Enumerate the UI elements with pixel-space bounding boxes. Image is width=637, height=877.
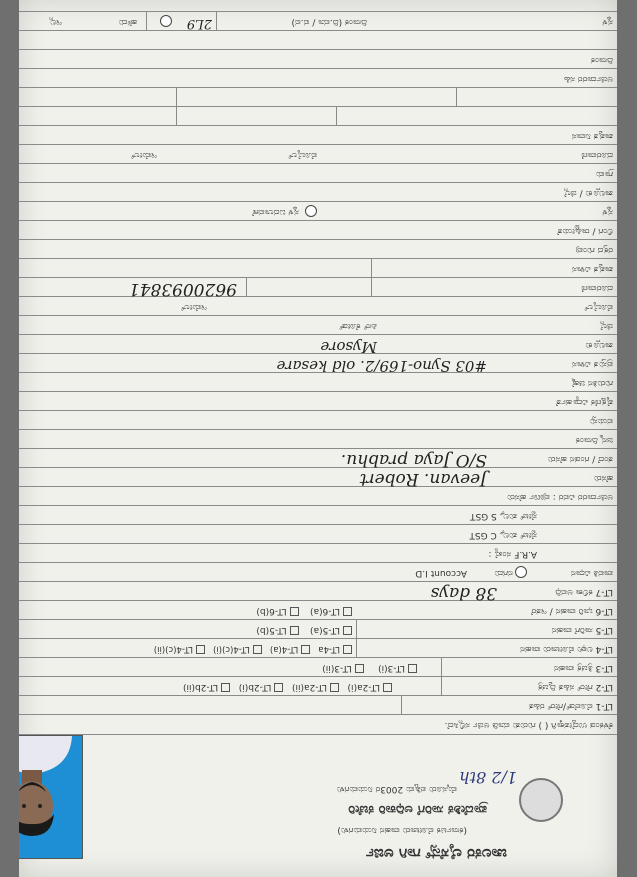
lt7-label: LT-7 ಕಲಿಕಾ ಅವಧಿ: [555, 587, 613, 597]
father-name-label: ತಂದೆ / ಗಂಡನ ಹೆಸರು: [547, 454, 613, 464]
office-name: ಪ್ರಾದೇಶಿಕ ಸಾರಿಗೆ ಅಧಿಕಾರಿ ಕಚೇರಿ: [348, 802, 487, 817]
cash-label: ನಗದು: [494, 568, 513, 578]
lt4cii-checkbox[interactable]: [196, 645, 205, 654]
arf-number-label: A.R.F ಸಂಖ್ಯೆ :: [488, 549, 537, 559]
gender-label: ಲಿಂಗ / ರಾಷ್ಟ್ರೀಯತೆ: [557, 226, 613, 236]
account-id-label: Account I.D: [415, 568, 467, 578]
lt2bii-checkbox[interactable]: [221, 683, 230, 692]
date-label: ದಿನಾಂಕ: [590, 55, 613, 65]
form-subtitle: (ಕರ್ನಾಟಕ ಮೋಟಾರು ವಾಹನ ನಿಯಮಗಳು): [337, 825, 467, 835]
email2-label: ಇಮೇಲ್: [130, 150, 157, 160]
pincode-label: ಪಿನ್ ಕೋಡ್: [339, 321, 377, 331]
government-seal: [519, 778, 563, 822]
mobile-label: ಮೊಬೈಲ್: [584, 302, 613, 312]
lt5-label: LT-5 ಸಾರಿಗೆ ವಾಹನ: [551, 625, 613, 635]
present-address-value[interactable]: #03 Syno-169/2. old kesare: [276, 357, 487, 375]
office-subtitle: ಮೈಸೂರು ಪಶ್ಚಿಮ 2003ರ ನಿಯಮಗಳು: [336, 784, 457, 794]
cash-radio[interactable]: [515, 566, 527, 578]
age-label: ವಯಸ್ಸು: [589, 416, 613, 426]
payment-label: ಪಾವತಿ ವಿಧಾನ: [570, 568, 613, 578]
date-format-label: ದಿನಾಂಕ (ದಿ.ಮಾ / ವ.ವ): [291, 17, 367, 27]
mobile2-label: ಮೊಬೈಲ್: [288, 150, 317, 160]
no-label: ಇಲ್ಲ: [49, 17, 62, 27]
lt1-label: LT-1 ಮೊಪೆಡ್/ಗೇರ್ ರಹಿತ: [528, 701, 613, 711]
lt2bi-checkbox[interactable]: [274, 683, 283, 692]
lt2ai-checkbox[interactable]: [383, 683, 392, 692]
education-label: ಶೈಕ್ಷಣಿಕ ವಿದ್ಯಾರ್ಹತೆ: [555, 397, 613, 407]
place-change-label: ಸ್ಥಳ ಬದಲಾವಣೆ: [252, 207, 299, 217]
lt6a-checkbox[interactable]: [343, 607, 352, 616]
lt4a2-checkbox[interactable]: [301, 645, 310, 654]
sgst-label: ಸ್ಟೇಟ್ ಶುಲ್ಕ, S GST: [469, 511, 537, 521]
lt2-options[interactable]: LT-2a(i) LT-2a(ii) LT-2b(i) LT-2b(ii): [183, 682, 392, 692]
lt2-label: LT-2 ಗೇರ್ ಸಹಿತ ದ್ವಿಚಕ್ರ: [537, 682, 613, 692]
purpose-label: ಕೆಳಕಂಡ ಉದ್ದೇಶಕ್ಕಾಗಿ ( ) ಗುರುತು ಮಾಡಿ ಅರ್ಜಿ ಸಲ್ಲಿಸಿದೆ.: [444, 720, 613, 730]
taluk-district-label: ತಾಲ್ಲೂಕು / ಜಿಲ್ಲೆ: [563, 188, 613, 198]
lt3-options[interactable]: LT-3(i) LT-3(ii): [322, 663, 417, 673]
phone-label: ದೂರವಾಣಿ: [581, 283, 613, 293]
name-label: ಹೆಸರು: [594, 473, 613, 483]
taluk-label: ತಾಲ್ಲೂಕು: [585, 340, 613, 350]
yes-label: ಹೌದು: [118, 17, 137, 27]
lt4-options[interactable]: LT-4a LT-4(a) LT-4(c)(i) LT-4(c)(ii): [154, 644, 352, 654]
lt5a-checkbox[interactable]: [343, 626, 352, 635]
lt4ci-checkbox[interactable]: [253, 645, 262, 654]
blood-group-label: ರಕ್ತದ ಗುಂಪು: [575, 245, 613, 255]
place-label: ಸ್ಥಳ: [602, 207, 613, 217]
district-label: ಜಿಲ್ಲೆ: [599, 321, 613, 331]
dob-label: ಜನ್ಮ ದಿನಾಂಕ: [575, 435, 613, 445]
photo-image: [19, 736, 82, 858]
place2-label: ಸ್ಥಳ: [602, 17, 613, 27]
lt4-label: LT-4 ಲಘು ಮೋಟಾರು ವಾಹನ: [520, 644, 613, 654]
lt3i-checkbox[interactable]: [408, 664, 417, 673]
residence-label: ಶಾಶ್ವತ ನಿವಾಸ: [571, 131, 613, 141]
yes-radio[interactable]: [160, 15, 172, 27]
signature-stamp: 1/2 8th: [459, 768, 517, 787]
applicant-photo: [19, 735, 83, 859]
place-radio[interactable]: [305, 205, 317, 217]
applicant-details-label: ಅರ್ಜಿದಾರರ ವಿವರ : ಪೂರ್ಣ ಹೆಸರು: [507, 492, 613, 502]
lt6-label: LT-6 ಭಾರಿ ವಾಹನ / ಇತರೆ: [531, 606, 613, 616]
present-address-label: ಪ್ರಸ್ತುತ ವಿಳಾಸ: [572, 359, 613, 369]
date-value[interactable]: 2L9: [186, 16, 212, 31]
phone2-label: ದೂರವಾಣಿ: [581, 150, 613, 160]
city-value[interactable]: Mysore: [320, 338, 377, 356]
lt5b-checkbox[interactable]: [290, 626, 299, 635]
lt5-options[interactable]: LT-5(a) LT-5(b): [256, 625, 352, 635]
learning-period-value[interactable]: 38 days: [430, 583, 497, 603]
email-label: ಇಮೇಲ್: [180, 302, 207, 312]
form-title: ಚಾಲಕರ ಲೈಸೆನ್ಸ್ ಗಾಗಿ ಅರ್ಜಿ: [365, 845, 507, 863]
applicant-signature-label: ಅರ್ಜಿದಾರರ ಸಹಿ: [564, 74, 613, 84]
lt3-label: LT-3 ತ್ರಿಚಕ್ರ ವಾಹನ: [553, 663, 613, 673]
village-label: ಗ್ರಾಮ: [595, 169, 613, 179]
permanent-address-label: ಶಾಶ್ವತ ವಿಳಾಸ: [572, 264, 613, 274]
lt6-options[interactable]: LT-6(a) LT-6(b): [256, 606, 352, 616]
application-form: [19, 0, 617, 877]
lt3ii-checkbox[interactable]: [355, 664, 364, 673]
cgst-label: ಸ್ಟೇಟ್ ಶುಲ್ಕ, C GST: [469, 530, 537, 540]
lt2aii-checkbox[interactable]: [330, 683, 339, 692]
identification-mark-label: ಗುರುತಿನ ಚಿಹ್ನೆ: [571, 378, 613, 388]
applicant-name-value[interactable]: Jeevan. Robert: [359, 469, 487, 489]
phone-value[interactable]: 9620093841: [128, 279, 237, 299]
father-name-value[interactable]: S/O Jaya prabhu.: [340, 450, 487, 470]
lt6b-checkbox[interactable]: [290, 607, 299, 616]
lt4a-checkbox[interactable]: [343, 645, 352, 654]
